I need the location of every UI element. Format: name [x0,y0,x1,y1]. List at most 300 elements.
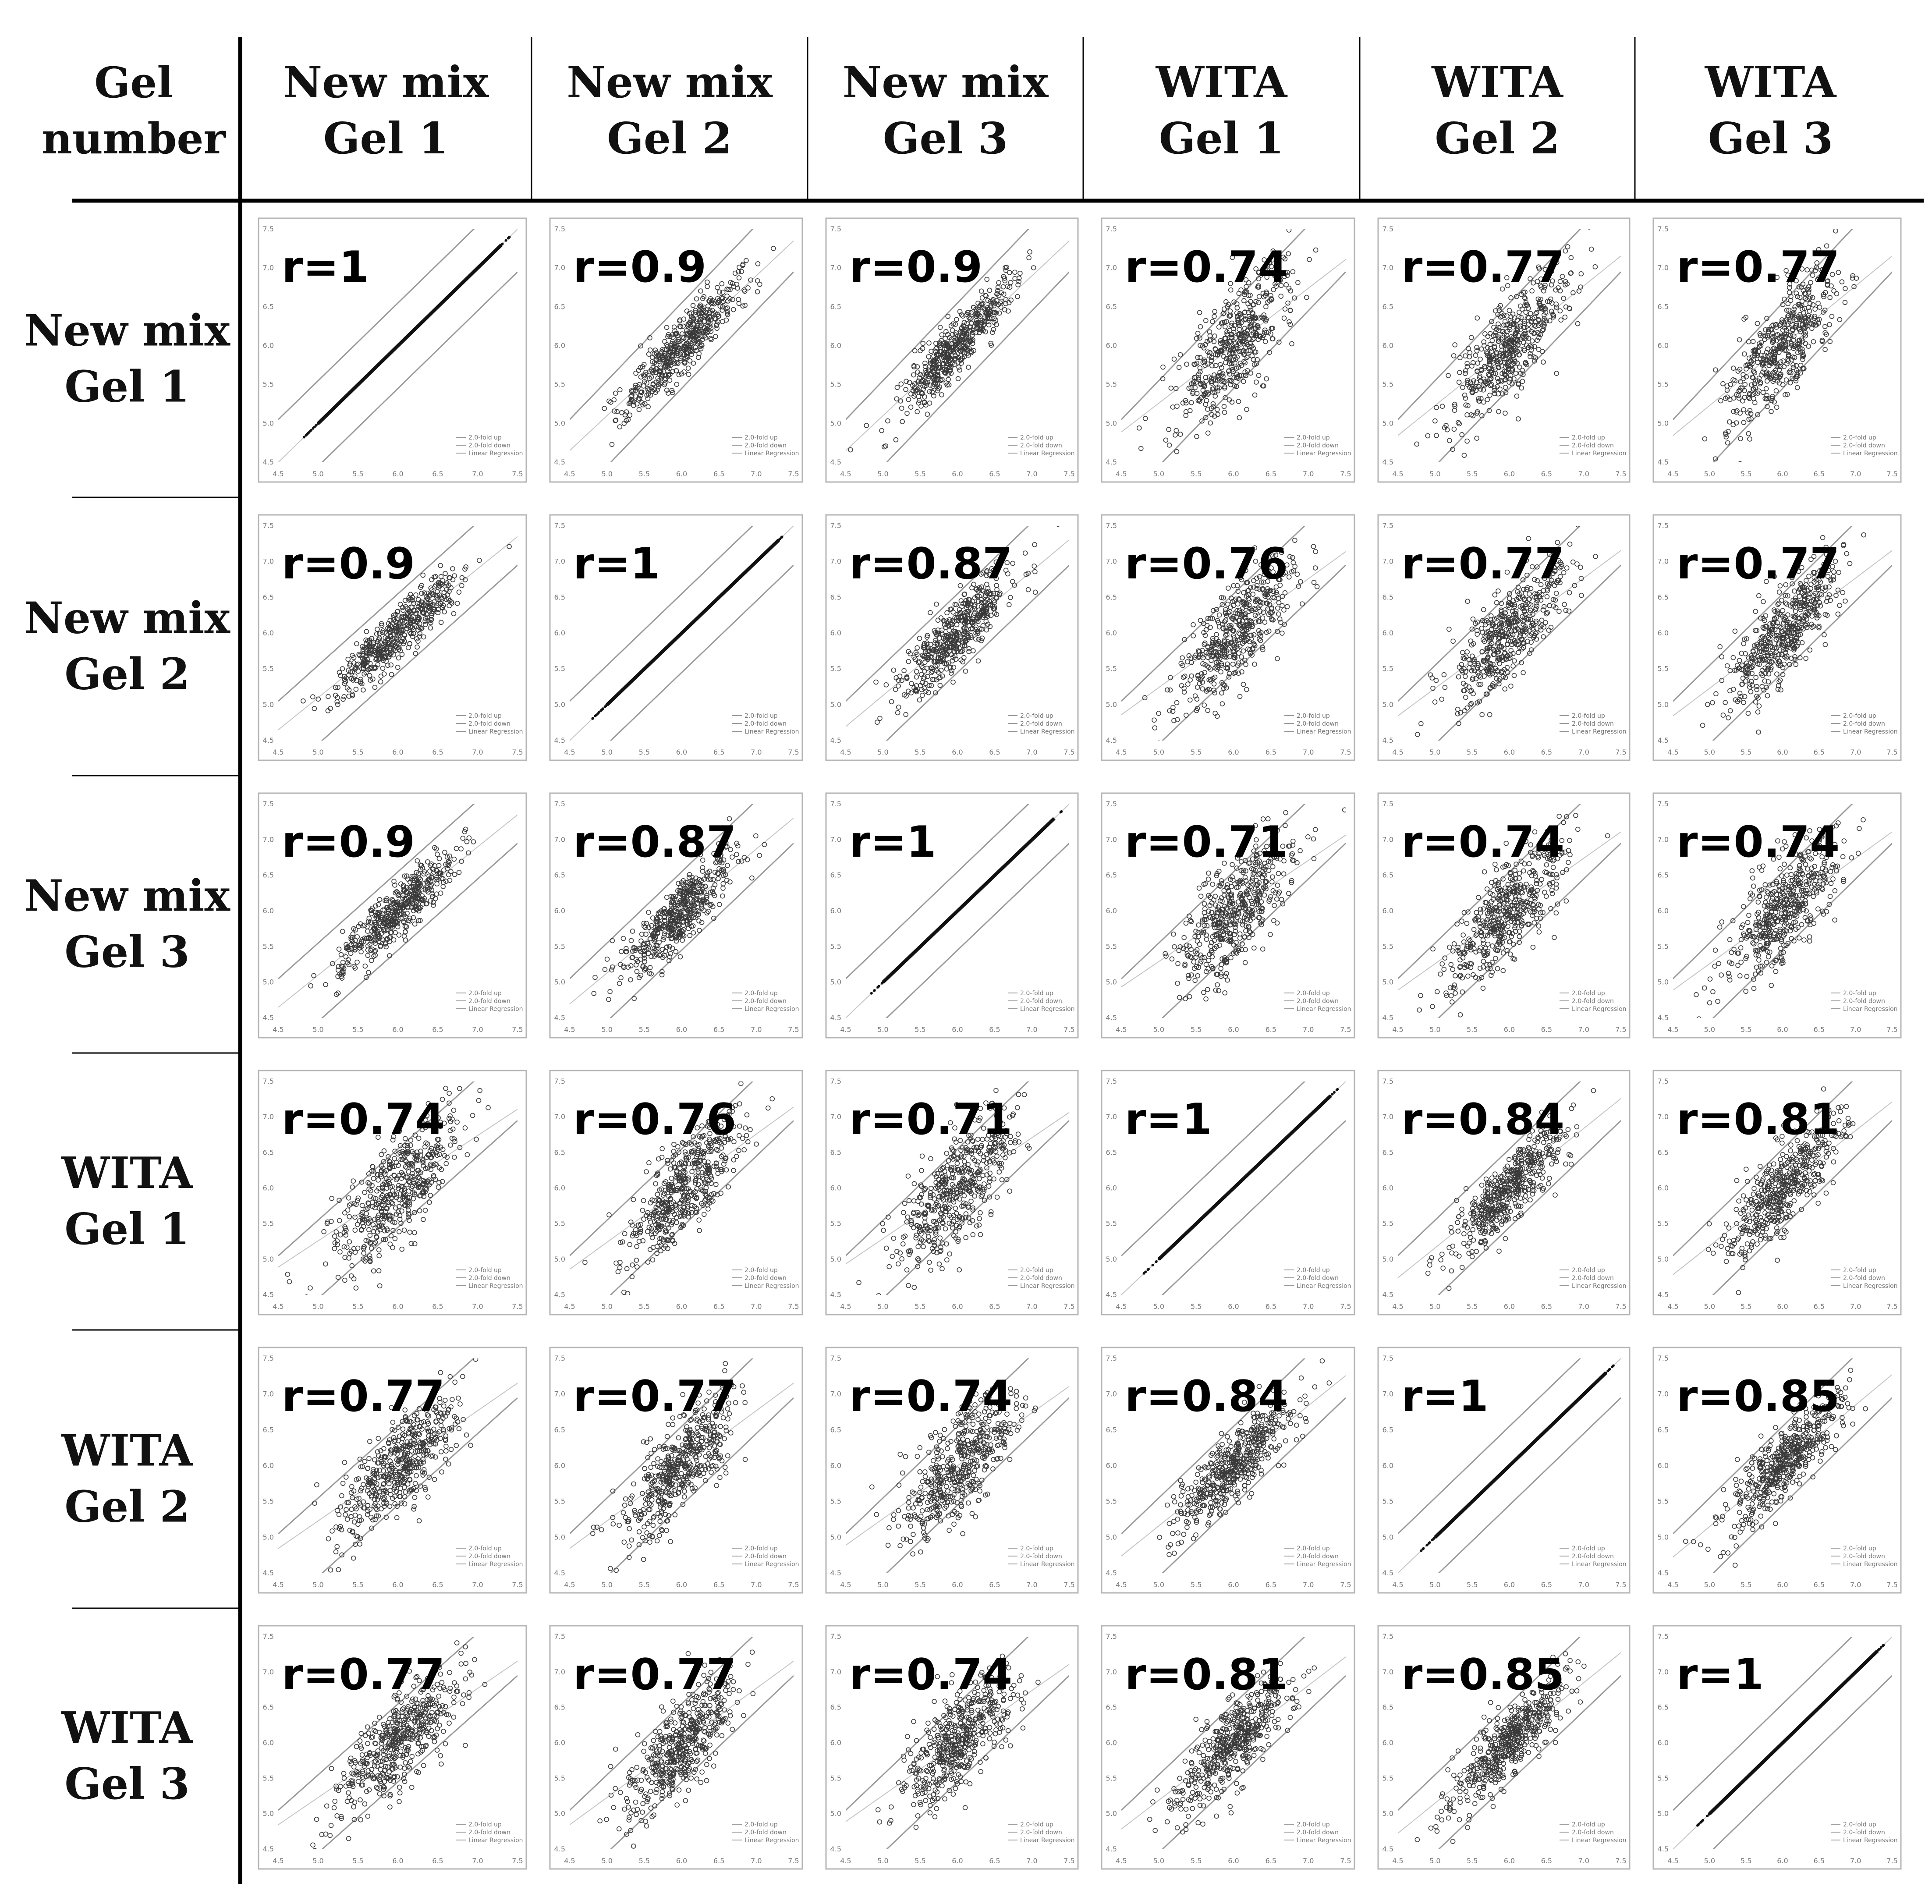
x-tick-label: 4.5 [840,470,851,478]
y-tick-label: 7.5 [1382,225,1393,233]
y-tick-label: 4.5 [262,736,274,745]
data-point [337,403,339,406]
y-tick-label: 5.5 [554,380,565,389]
scatter-panel [550,186,802,505]
y-tick-label: 7.0 [1657,263,1669,272]
data-point [596,712,599,715]
data-point [303,436,305,439]
data-point [697,616,700,618]
x-tick-label: 6.5 [1813,470,1825,478]
data-point [770,546,773,548]
data-point [737,577,740,580]
corner-header [42,58,226,163]
data-point [719,595,722,597]
scatter-panel [1102,486,1354,780]
x-tick-label: 6.0 [392,748,404,756]
x-tick-label: 5.0 [1153,470,1165,478]
y-tick-label: 7.0 [830,557,841,566]
x-tick-label: 6.0 [1777,470,1788,478]
legend-entry: 2.0-fold up [1297,434,1330,441]
x-tick-label: 6.5 [432,748,443,756]
data-point [422,320,424,323]
y-tick-label: 7.0 [1382,263,1393,272]
y-tick-label: 6.5 [262,302,274,311]
x-tick-label: 6.5 [713,748,725,756]
x-tick-label: 5.0 [877,470,889,478]
data-point [733,581,735,584]
data-point [418,324,420,326]
data-point [440,302,442,305]
x-tick-label: 5.5 [1190,748,1202,756]
x-tick-label: 6.0 [1503,470,1515,478]
y-tick-label: 4.5 [1382,458,1393,466]
x-tick-label: 5.5 [638,470,650,478]
column-header-line: WITA [1156,57,1287,108]
legend-entry: 2.0-fold down [1020,720,1062,727]
data-point [483,260,486,262]
x-tick-label: 7.5 [1340,470,1351,478]
y-tick-label: 4.5 [830,458,841,466]
data-point [411,331,413,333]
x-tick-label: 7.0 [1850,470,1861,478]
row-header-line: WITA [61,1425,193,1476]
legend-entry: 2.0-fold up [1020,713,1053,720]
x-tick-label: 7.5 [1886,470,1898,478]
y-tick-label: 7.0 [262,557,274,566]
x-tick-label: 7.5 [1063,748,1075,756]
data-point [482,262,484,264]
correlation-label: r=1 [282,242,369,292]
column-header-line: New mix [567,57,773,108]
data-point [751,564,753,567]
legend-entry: Linear Regression [1297,450,1351,457]
column-header-line: WITA [1705,57,1836,108]
x-tick-label: 5.5 [915,470,926,478]
data-point [384,357,386,359]
scatter-panel [259,486,526,780]
x-tick-label: 5.0 [1429,470,1441,478]
x-tick-label: 6.0 [392,470,404,478]
data-point [765,551,767,554]
data-point [767,549,770,551]
legend-entry: 2.0-fold down [1572,442,1614,449]
data-point [618,692,620,695]
x-tick-label: 5.0 [877,748,889,756]
y-tick-label: 5.0 [1106,419,1117,428]
x-tick-label: 5.5 [915,748,926,756]
data-point [390,351,393,353]
row-header-line: Gel 1 [64,362,190,412]
legend-entry: Linear Regression [1572,450,1627,457]
x-tick-label: 7.0 [1302,470,1314,478]
row-header-line: Gel 2 [64,1482,190,1532]
data-point [724,589,727,592]
legend-entry: Linear Regression [744,450,799,457]
y-tick-label: 4.5 [262,458,274,466]
scatter-panel [1378,486,1630,780]
y-tick-label: 7.0 [1106,557,1117,566]
data-point [329,410,332,413]
row-header [61,1148,193,1255]
data-point [386,354,389,357]
legend-entry: Linear Regression [1020,728,1075,735]
scatter-panel [826,186,1078,505]
correlation-label: r=0.87 [849,539,1013,589]
data-point [746,569,748,572]
data-point [379,362,381,365]
data-point [374,367,376,369]
y-tick-label: 5.0 [554,700,565,709]
data-point [404,337,406,340]
data-point [332,407,335,410]
data-point [488,255,491,258]
legend-entry: 2.0-fold up [1843,434,1876,441]
legend-entry: Linear Regression [744,728,799,735]
y-tick-label: 6.0 [1382,341,1393,350]
row-header-line: Gel 1 [64,1204,190,1255]
x-tick-label: 7.5 [1615,470,1627,478]
x-tick-label: 6.5 [989,748,1000,756]
column-header-line: Gel 1 [1159,113,1284,164]
row-header-line: Gel 3 [64,927,190,978]
data-point [501,243,504,245]
data-point [675,637,677,640]
column-header [1156,57,1288,164]
legend-entry: 2.0-fold up [1572,434,1605,441]
correlation-label: r=0.9 [282,539,415,589]
data-point [498,245,501,248]
y-tick-label: 6.0 [1657,341,1669,350]
data-point [702,611,705,614]
x-tick-label: 4.5 [273,470,284,478]
x-tick-label: 7.5 [1063,470,1075,478]
x-tick-label: 7.0 [1578,470,1589,478]
data-point [447,295,450,298]
x-tick-label: 6.0 [1228,470,1239,478]
legend-entry: 2.0-fold up [744,713,778,720]
data-point [414,328,416,330]
column-header [1705,57,1837,164]
row-headers [24,306,230,1810]
data-point [467,276,470,279]
x-tick-label: 5.0 [312,470,324,478]
data-point [471,272,474,274]
data-point [713,601,716,603]
x-tick-label: 5.0 [601,470,613,478]
y-tick-label: 6.5 [830,302,841,311]
y-tick-label: 6.0 [554,629,565,637]
x-tick-label: 7.5 [788,748,799,756]
y-tick-label: 5.5 [1106,664,1117,673]
x-tick-label: 7.0 [472,748,483,756]
legend-entry: 2.0-fold down [744,442,787,449]
row-header-line: New mix [24,871,230,922]
y-tick-label: 7.5 [554,521,565,530]
data-point [398,343,401,345]
row-header-line: New mix [24,305,230,356]
y-tick-label: 6.5 [1106,593,1117,602]
y-tick-label: 7.0 [1106,263,1117,272]
x-tick-label: 7.5 [512,748,523,756]
y-tick-label: 5.0 [830,700,841,709]
data-point [626,684,628,687]
x-tick-label: 6.5 [1265,748,1277,756]
x-tick-label: 7.0 [1026,470,1038,478]
x-tick-label: 4.5 [840,748,851,756]
data-point [1126,763,1130,767]
data-point [631,679,634,681]
x-tick-label: 5.5 [1190,470,1202,478]
data-point [458,285,461,287]
data-point [426,315,429,318]
data-point [748,567,751,570]
column-header-line: New mix [283,57,489,108]
legend-entry: 2.0-fold up [468,434,502,441]
y-tick-label: 5.0 [830,419,841,428]
y-tick-label: 7.5 [262,521,274,530]
data-point [1136,500,1141,504]
y-tick-label: 7.0 [554,263,565,272]
data-point [475,268,477,271]
column-header-line: Gel 3 [1708,113,1833,164]
data-point [395,346,398,348]
column-header-line: Gel 2 [607,113,732,164]
y-tick-label: 5.5 [262,380,274,389]
legend-entry: 2.0-fold up [744,434,778,441]
y-tick-label: 7.5 [1106,225,1117,233]
data-point [780,536,783,539]
y-tick-label: 6.0 [1106,341,1117,350]
data-point [684,629,686,631]
y-tick-label: 6.0 [830,341,841,350]
y-tick-label: 6.0 [1106,629,1117,637]
data-point [654,657,657,659]
data-point [669,643,672,645]
column-headers [283,57,1837,164]
data-point [602,707,604,710]
column-header-line: New mix [842,57,1049,108]
y-tick-label: 5.5 [1106,380,1117,389]
y-tick-label: 4.5 [554,736,565,745]
data-point [677,635,680,637]
y-tick-label: 5.0 [262,419,274,428]
x-tick-label: 6.5 [713,470,725,478]
y-tick-label: 4.5 [1106,458,1117,466]
legend-entry: 2.0-fold down [468,442,510,449]
data-point [345,394,348,397]
column-header [1431,57,1563,164]
data-point [663,649,666,651]
row-header [24,593,230,700]
data-point [777,539,780,542]
y-tick-label: 6.5 [1382,302,1393,311]
data-point [360,380,363,383]
y-tick-label: 5.5 [554,664,565,673]
column-header-line: Gel 1 [323,113,449,164]
data-point [744,571,746,574]
y-tick-label: 7.5 [830,521,841,530]
y-tick-label: 5.5 [830,380,841,389]
legend-entry: Linear Regression [1020,450,1075,457]
y-tick-label: 6.5 [262,593,274,602]
scatter-panel [259,186,526,505]
column-header [567,57,773,164]
x-tick-label: 7.5 [512,470,523,478]
y-tick-label: 6.0 [830,629,841,637]
x-tick-label: 5.5 [638,748,650,756]
data-point [628,681,631,684]
correlation-label: r=1 [573,539,660,589]
legend-entry: 2.0-fold down [1843,442,1885,449]
y-tick-label: 5.5 [1382,380,1393,389]
x-tick-label: 7.5 [788,470,799,478]
row-header-line: WITA [61,1148,193,1198]
data-point [605,704,608,706]
scatter-panel [1102,186,1354,505]
y-tick-label: 6.5 [1657,302,1669,311]
y-tick-label: 5.0 [554,419,565,428]
correlation-label: r=0.9 [849,242,983,292]
x-tick-label: 4.5 [564,748,575,756]
data-point [376,364,379,367]
data-point [692,621,695,624]
data-point [613,696,616,698]
legend-entry: Linear Regression [468,450,523,457]
legend-entry: 2.0-fold up [1020,434,1053,441]
data-point [681,631,684,633]
data-point [773,542,776,545]
data-point [444,298,447,301]
correlation-label: r=0.9 [573,242,707,292]
x-tick-label: 7.0 [1026,748,1038,756]
data-point [343,397,345,400]
column-header-line: Gel 3 [883,113,1008,164]
x-tick-label: 6.5 [989,470,1000,478]
y-tick-label: 5.5 [262,664,274,673]
x-tick-label: 6.0 [676,748,688,756]
x-tick-label: 5.0 [1704,470,1716,478]
y-tick-label: 4.5 [1106,736,1117,745]
scatter-panel [826,486,1078,780]
y-tick-label: 6.5 [554,593,565,602]
x-tick-label: 7.0 [751,748,762,756]
data-point [305,433,308,436]
column-header-line: WITA [1432,57,1563,108]
data-point [450,292,453,294]
y-tick-label: 4.5 [1657,458,1669,466]
scatter-panel [1653,186,1901,505]
legend-entry: 2.0-fold down [1297,442,1339,449]
row-header-line: New mix [24,593,230,644]
data-point [401,340,404,343]
data-point [665,647,667,649]
data-point [494,249,496,252]
scatter-panels [259,186,1901,1888]
x-tick-label: 4.5 [1116,470,1127,478]
y-tick-label: 7.5 [554,225,565,233]
correlation-label: r=0.76 [1125,539,1288,589]
data-point [350,390,352,393]
x-tick-label: 5.5 [1740,470,1752,478]
correlation-label: r=0.77 [1401,242,1565,292]
y-tick-label: 7.5 [262,225,274,233]
legend-entry: 2.0-fold down [468,720,510,727]
y-tick-label: 7.5 [830,225,841,233]
x-tick-label: 5.0 [312,748,324,756]
legend-entry: 2.0-fold down [1297,720,1339,727]
y-tick-label: 6.0 [554,341,565,350]
y-tick-label: 5.0 [1106,700,1117,709]
data-point [323,416,326,418]
data-point [659,652,662,655]
data-point [609,700,612,703]
data-point [434,308,436,311]
data-point [694,619,696,621]
column-header [843,57,1049,164]
x-tick-label: 5.5 [352,470,364,478]
y-tick-label: 6.5 [1106,302,1117,311]
x-tick-label: 5.5 [1466,470,1478,478]
row-header [61,1703,193,1809]
y-tick-label: 6.5 [554,302,565,311]
data-point [334,405,337,408]
data-point [321,418,323,421]
data-point [363,377,365,380]
y-tick-label: 5.5 [830,664,841,673]
x-tick-label: 6.0 [952,470,963,478]
data-point [436,306,439,308]
row-header-line: WITA [61,1703,193,1753]
data-point [382,359,384,362]
corner-header-line-1: Gel [94,58,173,107]
column-header [283,57,489,164]
x-tick-label: 7.5 [1340,748,1351,756]
y-tick-label: 7.0 [830,263,841,272]
x-tick-label: 7.0 [472,470,483,478]
data-point [462,281,464,284]
data-point [368,372,371,375]
x-tick-label: 4.5 [1116,748,1127,756]
column-header-line: Gel 2 [1435,113,1560,164]
data-point [505,239,507,242]
data-point [309,430,312,433]
data-point [754,561,757,564]
y-tick-label: 6.0 [262,341,274,350]
y-tick-label: 5.5 [1657,380,1669,389]
y-tick-label: 7.0 [554,557,565,566]
data-point [722,592,724,595]
y-tick-label: 5.0 [1657,419,1669,428]
legend-entry: 2.0-fold up [1297,713,1330,720]
data-point [408,333,410,336]
data-point [761,555,763,557]
y-tick-label: 6.0 [262,629,274,637]
y-tick-label: 4.5 [554,458,565,466]
correlation-label: r=0.74 [1125,242,1288,292]
x-tick-label: 4.5 [1667,470,1679,478]
y-tick-label: 7.5 [1657,225,1669,233]
corner-header-line-2: number [42,114,226,163]
data-point [312,427,314,430]
data-point [639,671,642,674]
x-tick-label: 5.5 [352,748,364,756]
x-tick-label: 7.0 [751,470,762,478]
y-tick-label: 5.0 [262,700,274,709]
legend-entry: 2.0-fold down [1020,442,1062,449]
y-tick-label: 7.0 [262,263,274,272]
x-tick-label: 6.0 [952,748,963,756]
x-tick-label: 4.5 [1392,470,1404,478]
